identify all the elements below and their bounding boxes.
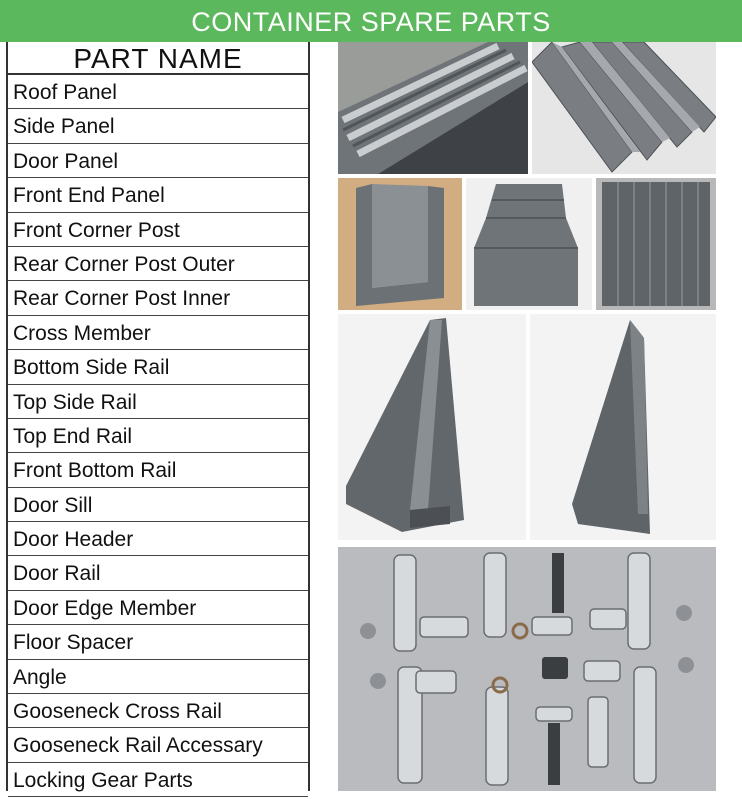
front-end-panel-photo [466, 178, 592, 310]
locking-gear-photo [338, 547, 716, 791]
page-title-banner [0, 0, 742, 42]
part-name-table [6, 42, 310, 791]
table-row: Cross Member [8, 316, 308, 350]
roof-panel-photo [338, 42, 528, 174]
table-row: Gooseneck Cross Rail [8, 694, 308, 728]
table-row: Floor Spacer [8, 625, 308, 659]
table-row: Door Rail [8, 556, 308, 590]
table-header: PART NAME [8, 42, 308, 75]
table-row: Top End Rail [8, 419, 308, 453]
table-row: Bottom Side Rail [8, 350, 308, 384]
table-row: Front End Panel [8, 178, 308, 212]
corner-post-outer-photo [530, 314, 716, 540]
door-panel-photo [596, 178, 716, 310]
table-row: Roof Panel [8, 75, 308, 109]
table-row: Door Header [8, 522, 308, 556]
table-row: Front Bottom Rail [8, 453, 308, 487]
corner-post-photo [338, 314, 526, 540]
parts-photo-collage [338, 42, 716, 791]
table-row: Locking Gear Parts [8, 763, 308, 797]
table-row: Side Panel [8, 109, 308, 143]
channel-profile-photo [338, 178, 462, 310]
table-row: Gooseneck Rail Accessary [8, 728, 308, 762]
table-row: Rear Corner Post Outer [8, 247, 308, 281]
table-row: Top Side Rail [8, 385, 308, 419]
table-row: Angle [8, 660, 308, 694]
table-row: Door Edge Member [8, 591, 308, 625]
page-title: CONTAINER SPARE PARTS [191, 7, 551, 37]
table-row: Rear Corner Post Inner [8, 281, 308, 315]
table-row: Door Panel [8, 144, 308, 178]
table-row: Door Sill [8, 488, 308, 522]
table-row: Front Corner Post [8, 213, 308, 247]
angle-profile-photo [532, 42, 716, 174]
